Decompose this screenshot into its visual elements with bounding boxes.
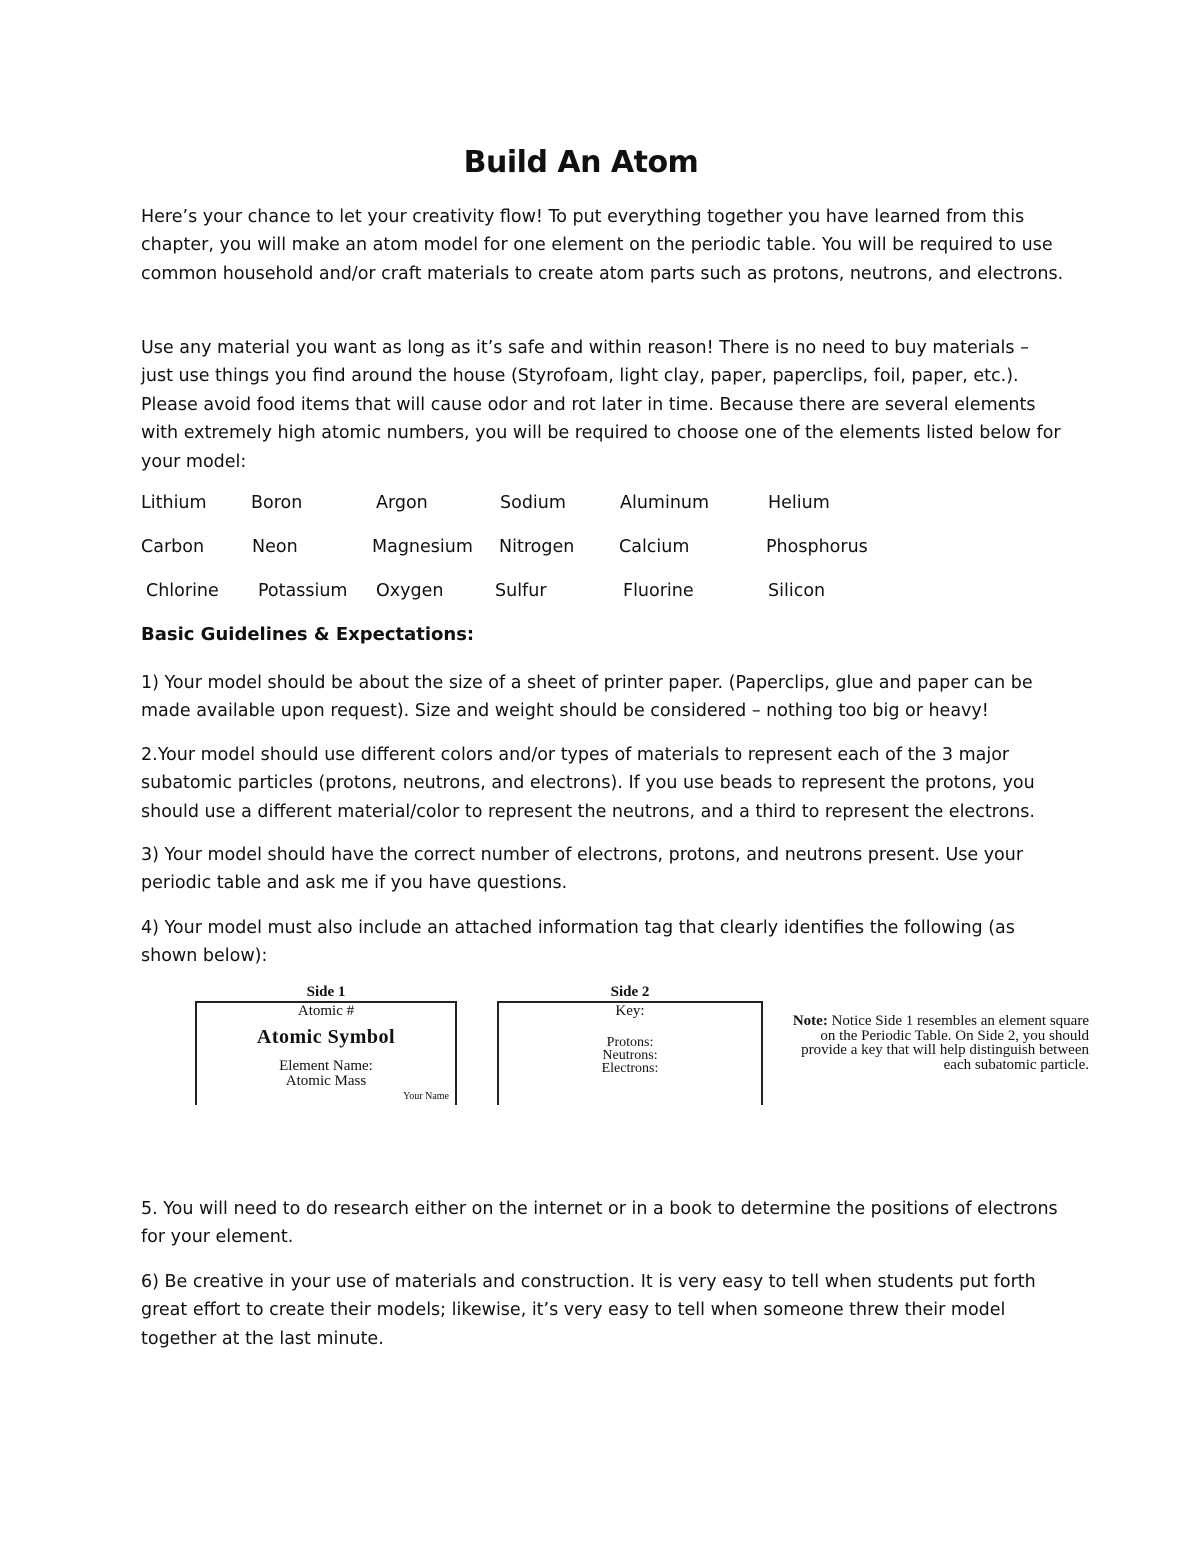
guideline-2: 2.Your model should use different colors and/or types of materials to represent each of the 3 major subatomic particles (protons, neutrons, and electrons). If you use beads to represent the protons, you should use a different material/color to represent the neutrons, and a third to represent the electrons. <box>141 745 1035 822</box>
tag-side-1 <box>195 1001 457 1105</box>
element-name: Magnesium <box>372 537 473 557</box>
your-name-label: Your Name <box>403 1091 449 1102</box>
element-name: Lithium <box>141 493 207 513</box>
guideline-5: 5. You will need to do research either on the internet or in a book to determine the positions of electrons for your element. <box>141 1199 1058 1248</box>
element-name: Potassium <box>258 581 348 601</box>
element-name: Sulfur <box>495 581 547 601</box>
page-title: Build An Atom <box>463 145 699 180</box>
information-tag-example <box>195 984 1095 1124</box>
element-name: Neon <box>252 537 298 557</box>
element-name: Calcium <box>619 537 690 557</box>
element-list <box>141 493 941 625</box>
guideline-6: 6) Be creative in your use of materials and construction. It is very easy to tell when students put forth great effort to create their models; likewise, it’s very easy to tell when someone threw their model together at the last minute. <box>141 1272 1036 1349</box>
atomic-mass-label: Atomic Mass <box>285 1073 367 1089</box>
element-name: Boron <box>251 493 303 513</box>
element-name: Chlorine <box>146 581 219 601</box>
note-label: Note: <box>792 1013 828 1029</box>
element-name: Nitrogen <box>499 537 575 557</box>
guideline-4: 4) Your model must also include an attached information tag that clearly identifies the following (as shown below): <box>141 918 1015 967</box>
tag-side-2 <box>497 1001 763 1105</box>
element-row <box>141 581 941 625</box>
element-name: Aluminum <box>620 493 710 513</box>
element-row <box>141 537 941 581</box>
side-2-label: Side 2 <box>610 984 650 1000</box>
guidelines-heading: Basic Guidelines & Expectations: <box>141 624 475 645</box>
side-1-label: Side 1 <box>306 984 346 1000</box>
atomic-symbol-label: Atomic Symbol <box>256 1026 396 1048</box>
tag-note <box>783 1014 1089 1072</box>
element-name: Carbon <box>141 537 205 557</box>
element-name: Sodium <box>500 493 566 513</box>
intro-paragraph-1: Here’s your chance to let your creativity flow! To put everything together you have learned from this chapter, you will make an atom model for one element on the periodic table. You will be required to use common household and/or craft materials to create atom parts such as protons, neutrons, and electrons. <box>141 207 1064 284</box>
element-name: Fluorine <box>623 581 694 601</box>
neutrons-label: Neutrons: <box>602 1048 658 1063</box>
element-row <box>141 493 941 537</box>
intro-paragraph-2: Use any material you want as long as it’s safe and within reason! There is no need to buy materials – just use things you find around the house (Styrofoam, light clay, paper, paperclips, foil, paper, etc.). Please avoid food items that will cause odor and rot later in time. Because there are several elements with extremely high atomic numbers, you will be required to choose one of the elements listed below for your model: <box>141 338 1061 472</box>
note-text: Notice Side 1 resembles an element square on the Periodic Table. On Side 2, you should provide a key that will help distinguish between each subatomic particle. <box>801 1013 1089 1073</box>
element-name: Helium <box>768 493 830 513</box>
element-name: Phosphorus <box>766 537 868 557</box>
guideline-1: 1) Your model should be about the size of a sheet of printer paper. (Paperclips, glue and paper can be made available upon request). Size and weight should be considered – nothing too big or heavy! <box>141 673 1033 722</box>
electrons-label: Electrons: <box>601 1061 659 1076</box>
element-name: Oxygen <box>376 581 444 601</box>
element-name: Argon <box>376 493 428 513</box>
atomic-number-label: Atomic # <box>297 1003 355 1019</box>
protons-label: Protons: <box>606 1035 654 1050</box>
guideline-3: 3) Your model should have the correct number of electrons, protons, and neutrons present. Use your periodic table and ask me if you have questions. <box>141 845 1024 894</box>
key-label: Key: <box>615 1003 645 1019</box>
element-name: Silicon <box>768 581 826 601</box>
particle-key-list <box>499 1036 761 1075</box>
element-name-label: Element Name: <box>279 1058 373 1074</box>
